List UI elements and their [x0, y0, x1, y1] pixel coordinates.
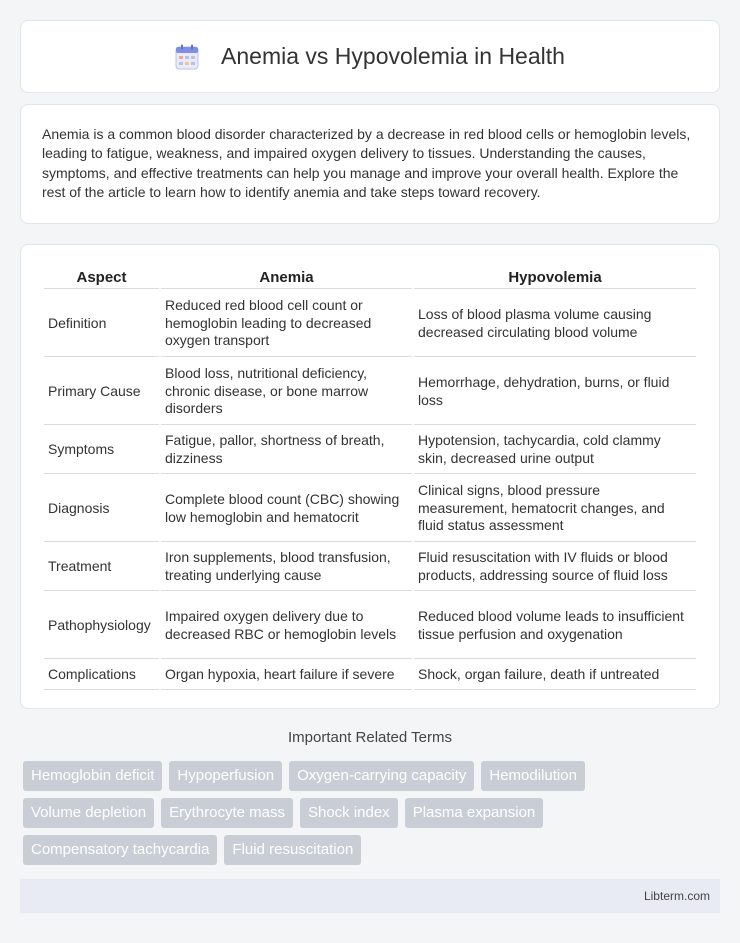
footer-site-link[interactable]: Libterm.com: [643, 889, 710, 903]
related-term-tag[interactable]: Hypoperfusion: [169, 761, 282, 791]
table-row: [44, 593, 696, 659]
table-row: [44, 661, 696, 690]
row-anemia: Impaired oxygen delivery due to decreased RBC or hemoglobin levels: [161, 593, 412, 659]
related-terms-list: [23, 761, 723, 872]
row-anemia: Fatigue, pallor, shortness of breath, dizziness: [161, 427, 412, 474]
row-anemia: Reduced red blood cell count or hemoglobin leading to decreased oxygen transport: [161, 291, 412, 357]
row-aspect: Complications: [44, 661, 159, 690]
page-title: Anemia vs Hypovolemia in Health: [221, 43, 565, 69]
related-term-tag[interactable]: Fluid resuscitation: [224, 835, 361, 865]
row-hypovolemia: Reduced blood volume leads to insufficient tissue perfusion and oxygenation: [414, 593, 696, 659]
row-aspect: Primary Cause: [44, 359, 159, 425]
intro-card: [20, 104, 720, 224]
row-aspect: Symptoms: [44, 427, 159, 474]
row-hypovolemia: Fluid resuscitation with IV fluids or blood products, addressing source of fluid loss: [414, 544, 696, 591]
intro-paragraph: Anemia is a common blood disorder characterized by a decrease in red blood cells or hemoglobin levels, leading to fatigue, weakness, and impaired oxygen delivery to tissues. Understanding the causes, symptoms, and effective treatments can help you manage and improve your overall health. Explore the rest of the article to learn how to identify anemia and take steps toward recovery.: [42, 126, 691, 200]
related-term-tag[interactable]: Hemodilution: [481, 761, 585, 791]
row-aspect: Treatment: [44, 544, 159, 591]
related-term-tag[interactable]: Shock index: [300, 798, 398, 828]
row-anemia: Iron supplements, blood transfusion, treating underlying cause: [161, 544, 412, 591]
related-term-tag[interactable]: Compensatory tachycardia: [23, 835, 217, 865]
table-row: [44, 359, 696, 425]
row-hypovolemia: Hypotension, tachycardia, cold clammy skin, decreased urine output: [414, 427, 696, 474]
row-anemia: Organ hypoxia, heart failure if severe: [161, 661, 412, 690]
row-aspect: Diagnosis: [44, 476, 159, 542]
header-card: [20, 20, 720, 93]
row-hypovolemia: Shock, organ failure, death if untreated: [414, 661, 696, 690]
table-row: [44, 544, 696, 591]
row-anemia: Blood loss, nutritional deficiency, chronic disease, or bone marrow disorders: [161, 359, 412, 425]
calendar-icon: [175, 44, 199, 70]
row-hypovolemia: Loss of blood plasma volume causing decreased circulating blood volume: [414, 291, 696, 357]
footer: [20, 879, 720, 913]
row-hypovolemia: Hemorrhage, dehydration, burns, or fluid loss: [414, 359, 696, 425]
column-header-hypovolemia: Hypovolemia: [414, 267, 696, 289]
comparison-table: [42, 265, 698, 692]
table-header-row: [44, 267, 696, 289]
related-term-tag[interactable]: Oxygen-carrying capacity: [289, 761, 474, 791]
row-aspect: Definition: [44, 291, 159, 357]
related-term-tag[interactable]: Erythrocyte mass: [161, 798, 293, 828]
comparison-table-card: [20, 244, 720, 709]
table-row: [44, 476, 696, 542]
column-header-aspect: Aspect: [44, 267, 159, 289]
related-term-tag[interactable]: Volume depletion: [23, 798, 154, 828]
related-term-tag[interactable]: Hemoglobin deficit: [23, 761, 162, 791]
row-hypovolemia: Clinical signs, blood pressure measurement, hematocrit changes, and fluid status assessment: [414, 476, 696, 542]
related-terms-heading: Important Related Terms: [288, 729, 452, 746]
column-header-anemia: Anemia: [161, 267, 412, 289]
row-aspect: Pathophysiology: [44, 593, 159, 659]
table-row: [44, 427, 696, 474]
table-row: [44, 291, 696, 357]
related-term-tag[interactable]: Plasma expansion: [405, 798, 544, 828]
row-anemia: Complete blood count (CBC) showing low hemoglobin and hematocrit: [161, 476, 412, 542]
